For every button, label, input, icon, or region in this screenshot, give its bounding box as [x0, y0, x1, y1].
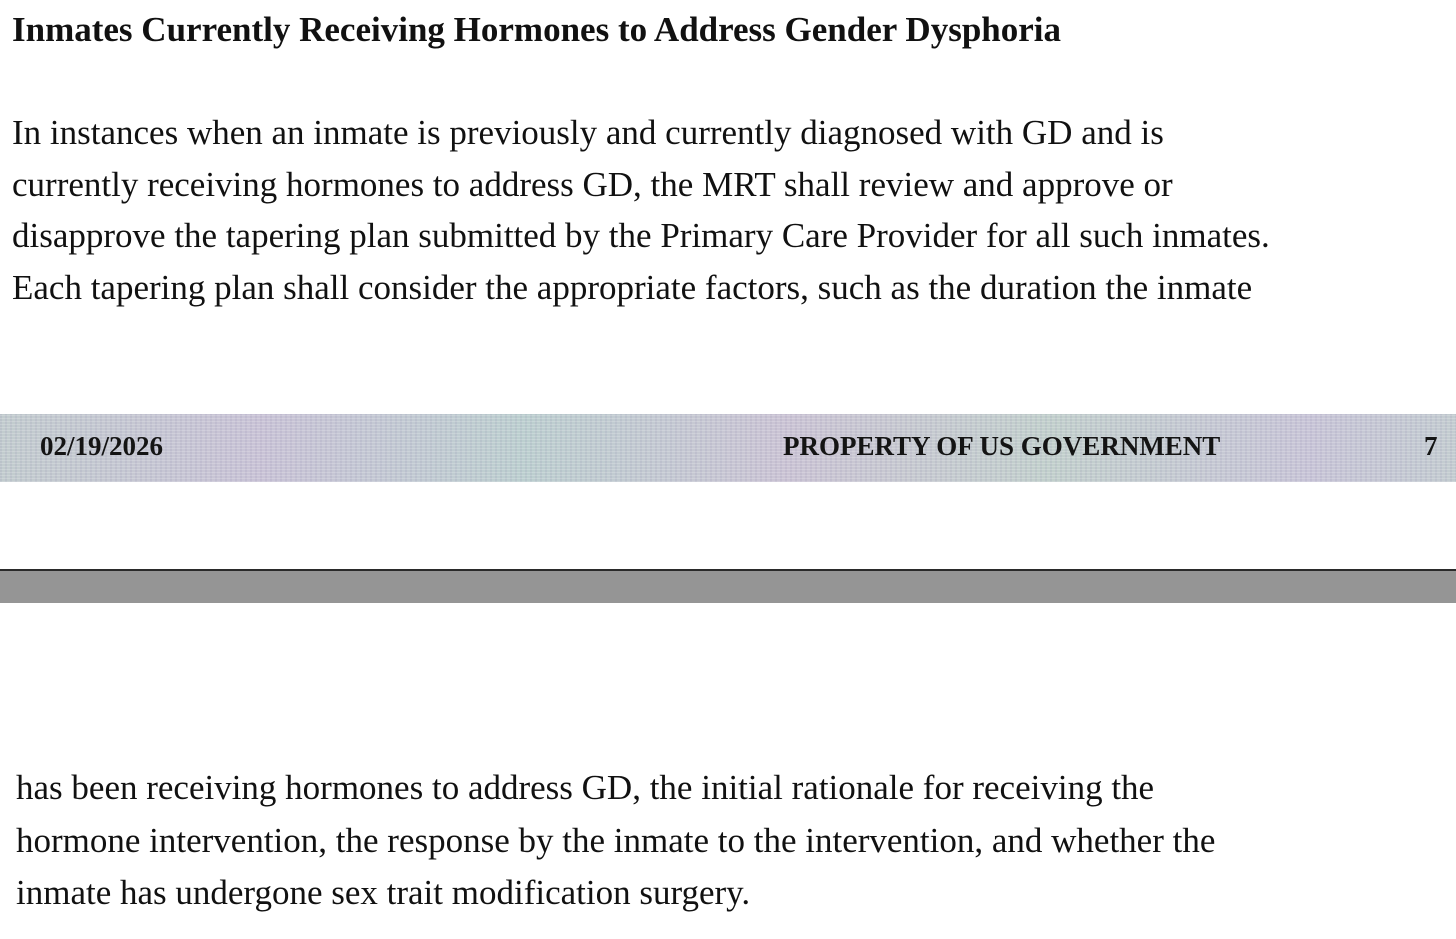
paragraph-line: hormone intervention, the response by the inmate to the intervention, and whether the	[16, 820, 1216, 860]
paragraph-line: In instances when an inmate is previously and currently diagnosed with GD and is	[12, 113, 1164, 152]
paragraph-bottom	[16, 762, 1215, 920]
paragraph-line: disapprove the tapering plan submitted by the Primary Care Provider for all such inmates.	[12, 216, 1270, 255]
paragraph-line: inmate has undergone sex trait modification surgery.	[16, 873, 751, 912]
paragraph-line: has been receiving hormones to address GD, the initial rationale for receiving the	[16, 768, 1155, 807]
footer-page-number: 7	[1424, 431, 1438, 461]
paragraph-line: Each tapering plan shall consider the appropriate factors, such as the duration the inmate	[12, 267, 1253, 307]
section-heading: Inmates Currently Receiving Hormones to Address Gender Dysphoria	[12, 10, 1062, 49]
footer-property-label: PROPERTY OF US GOVERNMENT	[783, 431, 1221, 461]
paragraph-line: currently receiving hormones to address GD, the MRT shall review and approve or	[12, 164, 1173, 204]
paragraph-top	[12, 107, 1270, 313]
footer-date: 02/19/2026	[40, 431, 164, 461]
page-break-divider	[0, 569, 1456, 603]
page-footer	[0, 414, 1456, 482]
